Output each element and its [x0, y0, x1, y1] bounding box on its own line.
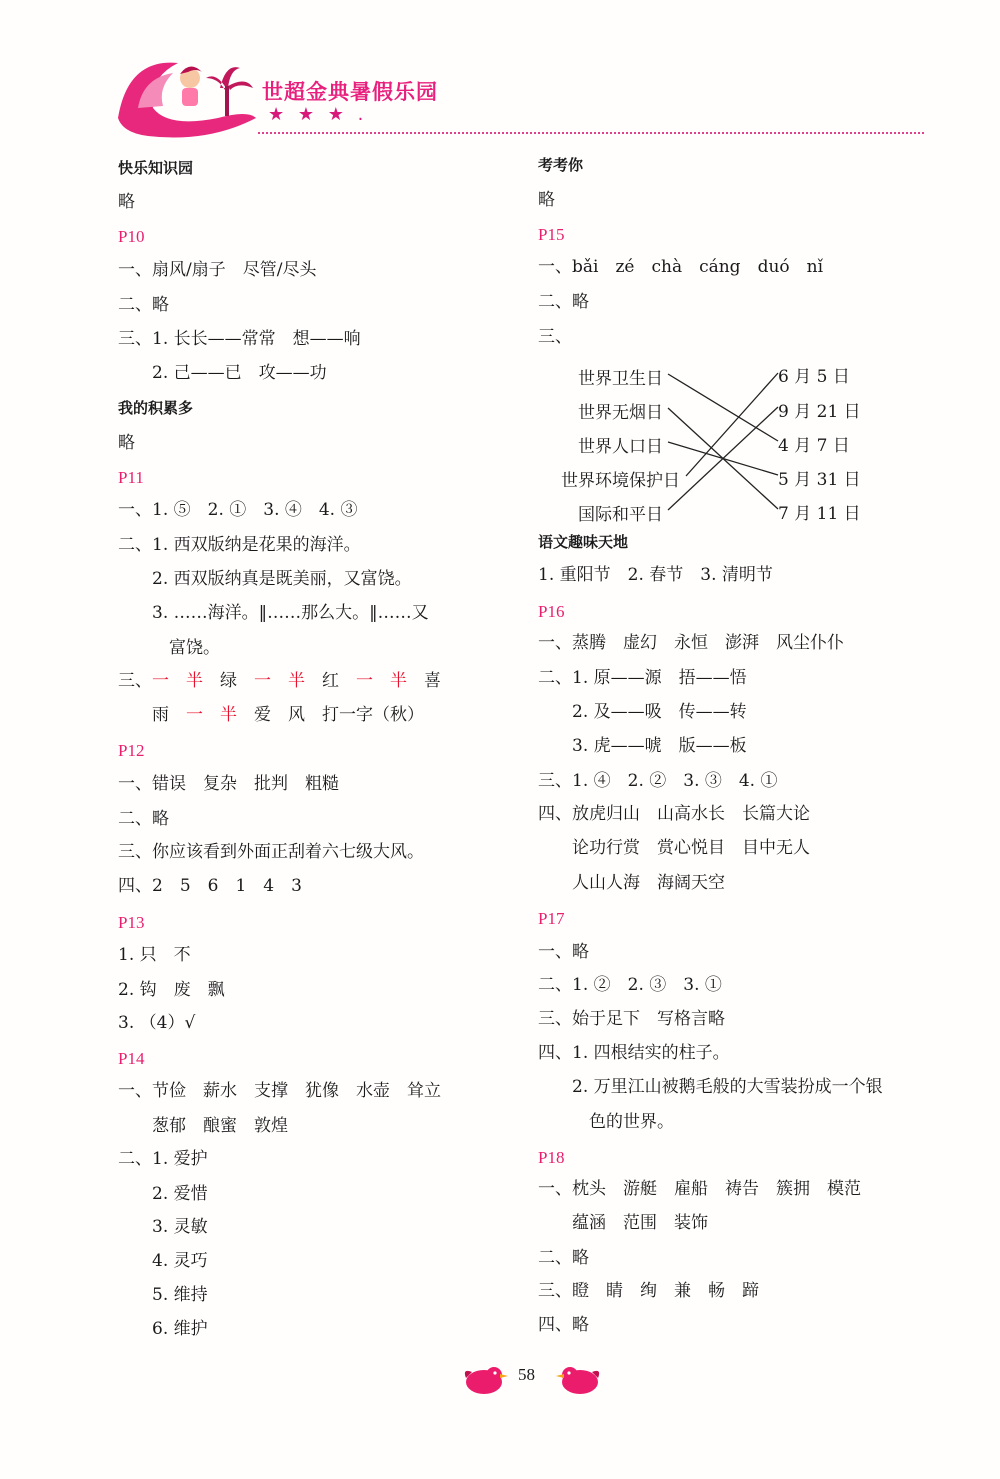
answer-line: 四、2 5 6 1 4 3 — [118, 876, 302, 896]
match-left-item: 世界环境保护日 — [561, 471, 680, 491]
matching-lines — [0, 0, 1000, 600]
answer-line: 3. 灵敏 — [118, 1217, 208, 1237]
answer-line: 色的世界。 — [538, 1112, 674, 1132]
answer-line: 蕴涵 范围 装饰 — [538, 1213, 708, 1233]
answer-line: 一、1. ⑤ 2. ① 3. ④ 4. ③ — [118, 500, 358, 520]
answer-line: 四、1. 四根结实的柱子。 — [538, 1043, 730, 1063]
answer-line: 2. 万里江山被鹅毛般的大雪装扮成一个银 — [538, 1077, 883, 1097]
answer-line: 一、略 — [538, 942, 589, 962]
answer-line: 3. （4）√ — [118, 1013, 196, 1033]
answer-line: 四、略 — [538, 1315, 589, 1335]
answer-line: 二、1. 爱护 — [118, 1149, 208, 1169]
answer-line: 3. ……海洋。‖……那么大。‖……又 — [118, 603, 429, 623]
match-left-item: 世界无烟日 — [578, 403, 663, 423]
brand-title: 世超金典暑假乐园 — [262, 80, 438, 104]
answer-line: 略 — [118, 192, 135, 212]
section-heading: 快乐知识园 — [118, 159, 194, 177]
answer-line: 三、1. 长长——常常 想——响 — [118, 329, 361, 349]
answer-line: 人山人海 海阔天空 — [538, 873, 725, 893]
answer-line: 雨 一 半 爱 风 打一字（秋） — [118, 705, 424, 725]
page-ref-heading: P10 — [118, 227, 145, 246]
answer-line: 一、蒸腾 虚幻 永恒 澎湃 风尘仆仆 — [538, 633, 844, 653]
answer-line: 四、放虎归山 山高水长 长篇大论 — [538, 804, 810, 824]
answer-line: 略 — [538, 190, 555, 210]
match-left-item: 世界卫生日 — [578, 369, 663, 389]
stars-decoration: ★ ★ ★ . — [268, 104, 368, 125]
match-right-item: 7 月 11 日 — [778, 504, 861, 524]
answer-line: 二、略 — [118, 295, 169, 315]
answer-line: 一、枕头 游艇 雇船 祷告 簇拥 模范 — [538, 1179, 861, 1199]
answer-line: 二、略 — [538, 292, 589, 312]
answer-line: 一、节俭 薪水 支撑 犹像 水壶 耸立 — [118, 1081, 441, 1101]
answer-line: 三、1. ④ 2. ② 3. ③ 4. ① — [538, 771, 778, 791]
page-ref-heading: P15 — [538, 225, 565, 244]
page-ref-heading: P11 — [118, 468, 144, 487]
answer-line: 2. 西双版纳真是既美丽，又富饶。 — [118, 569, 412, 589]
answer-line: 三、 — [538, 327, 572, 347]
match-right-item: 5 月 31 日 — [778, 470, 861, 490]
section-heading: 考考你 — [538, 156, 584, 174]
match-left-item: 国际和平日 — [578, 505, 663, 525]
answer-line: 2. 己——已 攻——功 — [118, 363, 327, 383]
section-heading: 我的积累多 — [118, 399, 194, 417]
match-line — [668, 374, 778, 441]
match-right-item: 4 月 7 日 — [778, 436, 850, 456]
answer-line: 1. 重阳节 2. 春节 3. 清明节 — [538, 565, 773, 585]
page-ref-heading: P14 — [118, 1049, 145, 1068]
match-right-item: 9 月 21 日 — [778, 402, 861, 422]
answer-line: 2. 爱惜 — [118, 1184, 208, 1204]
answer-line: 二、1. 原——源 捂——悟 — [538, 668, 747, 688]
page-ref-heading: P16 — [538, 602, 565, 621]
answer-line: 论功行赏 赏心悦目 目中无人 — [538, 838, 810, 858]
answer-line: 三、始于足下 写格言略 — [538, 1009, 725, 1029]
answer-line: 6. 维护 — [118, 1319, 208, 1339]
answer-line: 三、一 半 绿 一 半 红 一 半 喜 — [118, 671, 441, 691]
answer-line: 4. 灵巧 — [118, 1251, 208, 1271]
answer-line: 5. 维持 — [118, 1285, 208, 1305]
answer-line: 葱郁 酿蜜 敦煌 — [118, 1116, 288, 1136]
answer-line: 三、你应该看到外面正刮着六七级大风。 — [118, 842, 424, 862]
answer-line: 一、扇风/扇子 尽管/尽头 — [118, 260, 317, 280]
answer-line: 2. 钩 废 飘 — [118, 980, 225, 1000]
answer-line: 2. 及——吸 传——转 — [538, 702, 747, 722]
answer-line: 富饶。 — [118, 638, 220, 658]
page-ref-heading: P13 — [118, 913, 145, 932]
page-ref-heading: P18 — [538, 1148, 565, 1167]
match-right-item: 6 月 5 日 — [778, 367, 850, 387]
answer-line: 二、略 — [118, 809, 169, 829]
answer-line: 略 — [118, 433, 135, 453]
answer-line: 二、1. ② 2. ③ 3. ① — [538, 975, 722, 995]
answer-line: 一、bǎi zé chà cáng duó nǐ — [538, 257, 824, 277]
page-number: 58 — [518, 1365, 535, 1384]
answer-line: 三、瞪 睛 绚 兼 畅 蹄 — [538, 1281, 759, 1301]
answer-line: 一、错误 复杂 批判 粗糙 — [118, 774, 339, 794]
answer-line: 1. 只 不 — [118, 945, 191, 965]
page-ref-heading: P17 — [538, 909, 565, 928]
match-left-item: 世界人口日 — [578, 437, 663, 457]
answer-line: 3. 虎——唬 版——板 — [538, 736, 747, 756]
page-ref-heading: P12 — [118, 741, 145, 760]
answer-line: 二、1. 西双版纳是花果的海洋。 — [118, 535, 361, 555]
answer-line: 二、略 — [538, 1248, 589, 1268]
section-heading: 语文趣味天地 — [538, 533, 629, 551]
